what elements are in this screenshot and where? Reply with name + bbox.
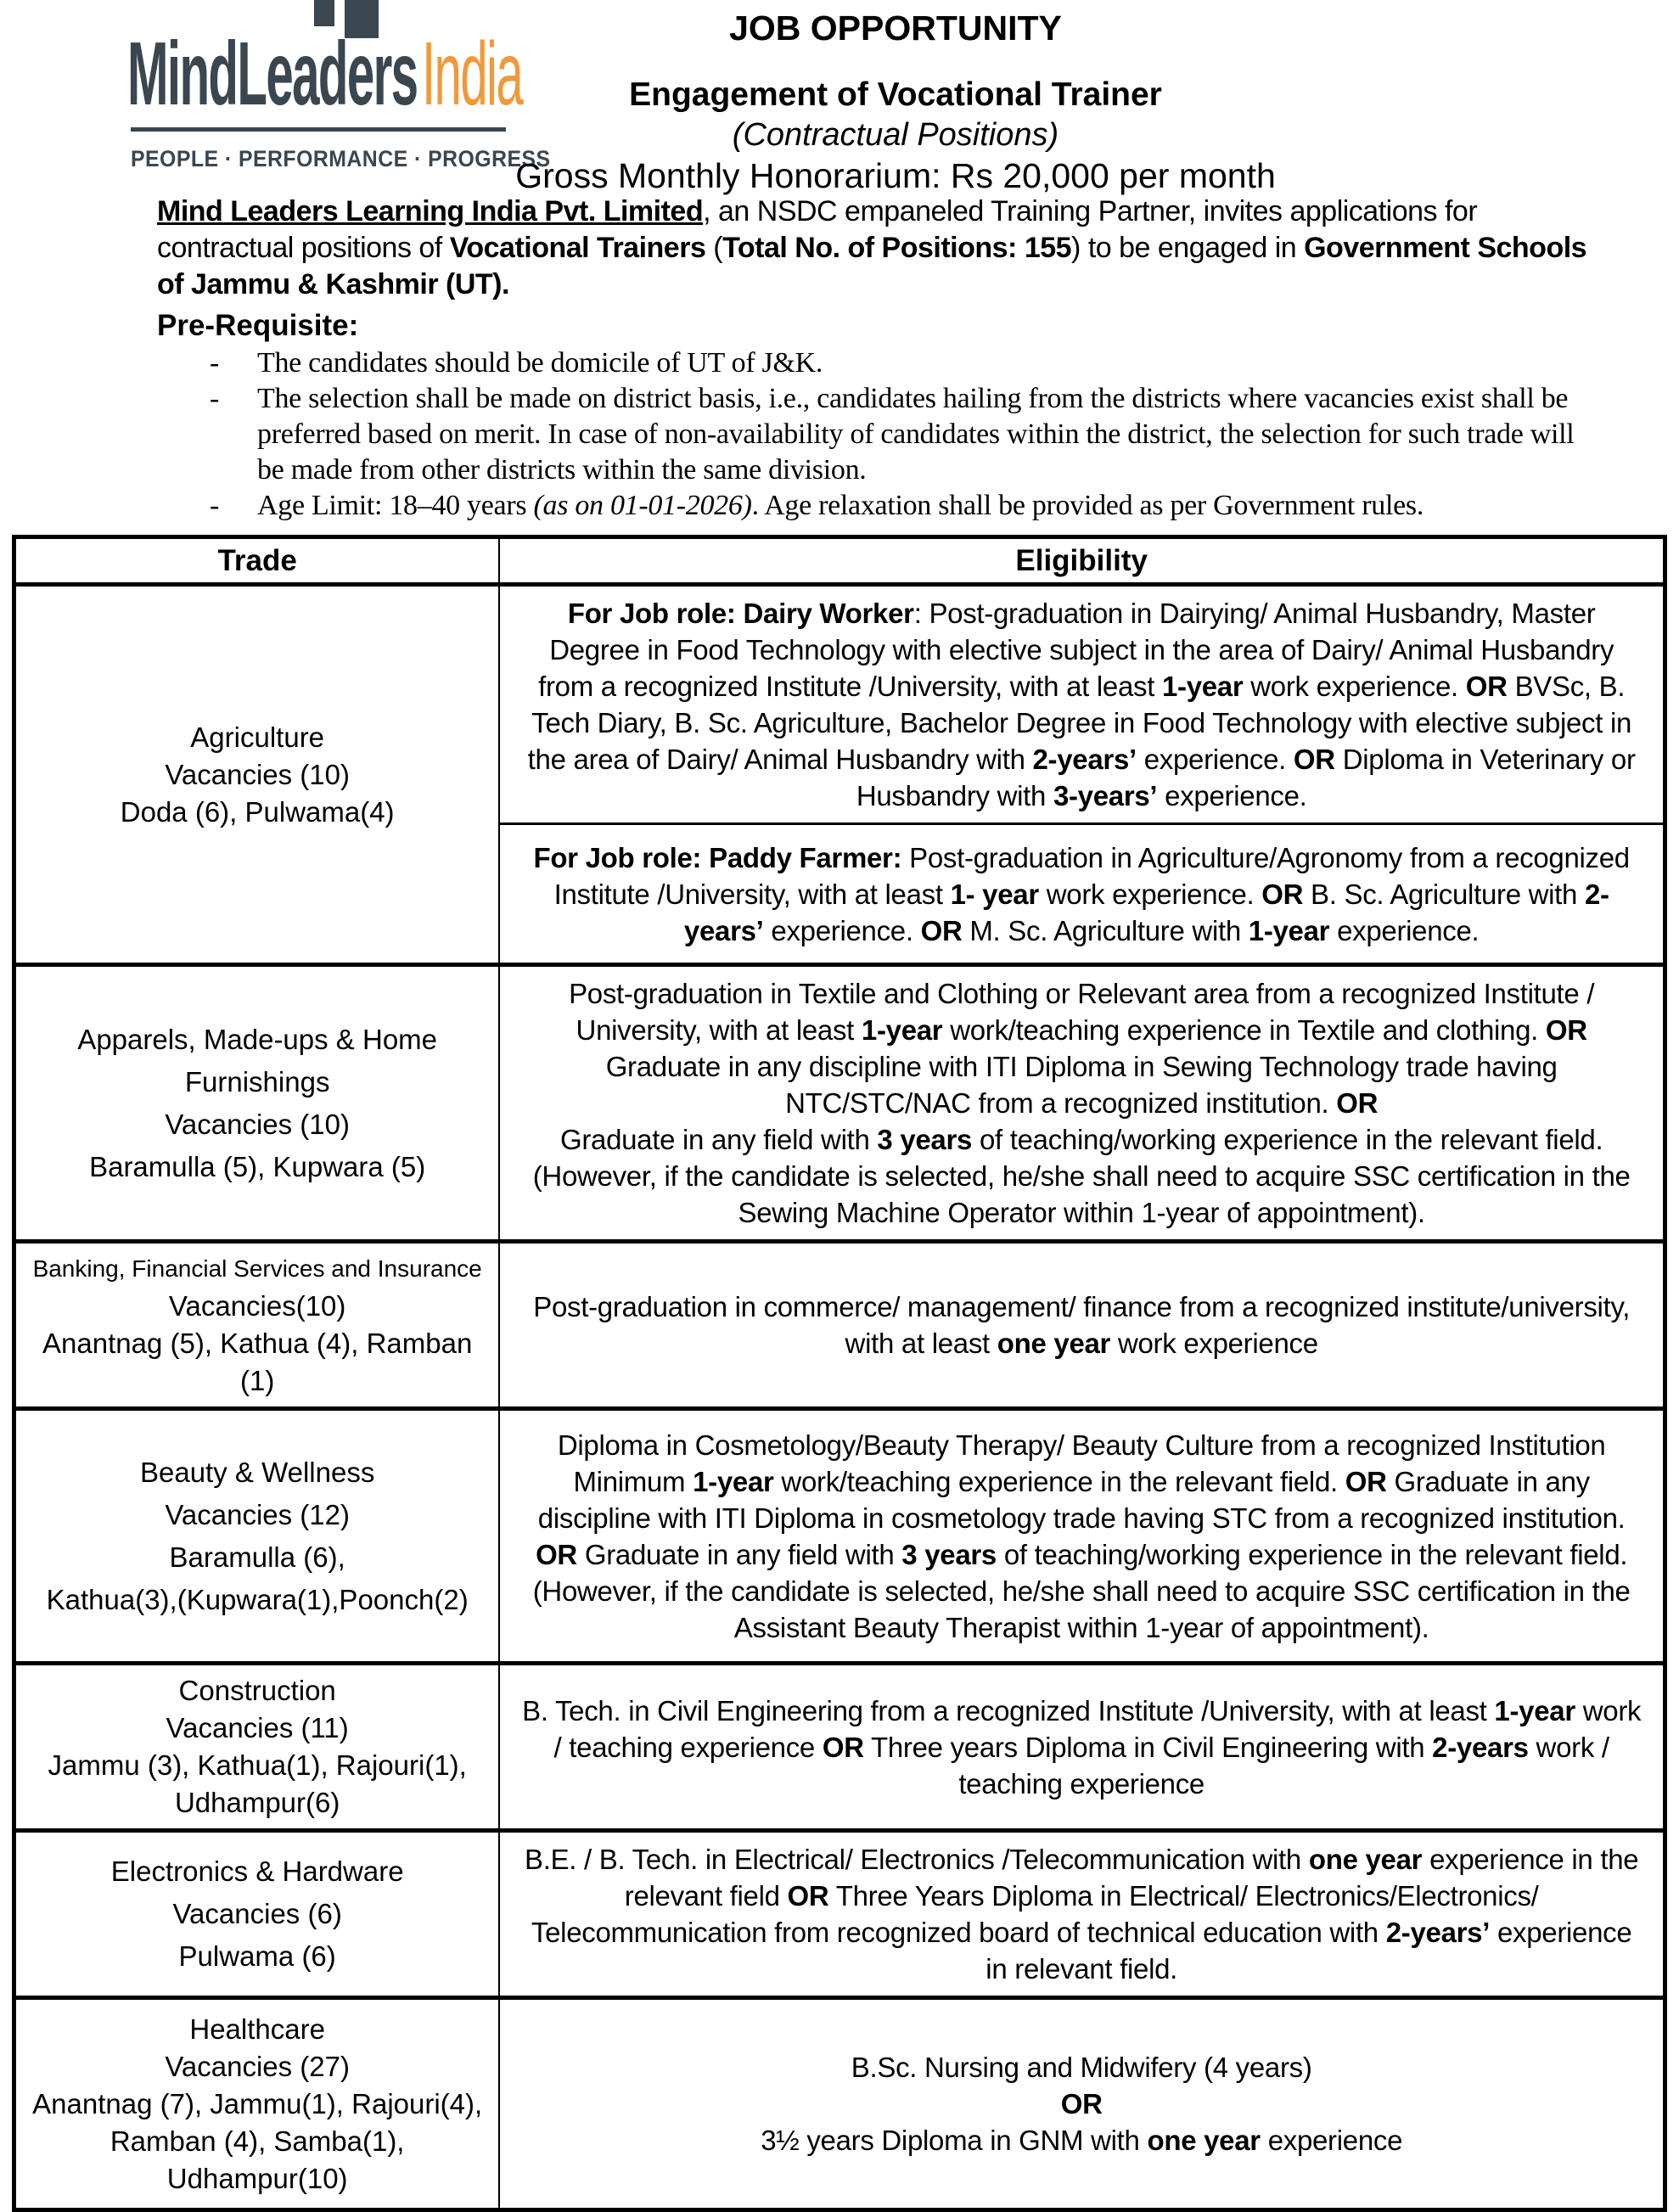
page-subtitle: Engagement of Vocational Trainer: [629, 76, 1162, 113]
eligibility-cell-healthcare: B.Sc. Nursing and Midwifery (4 years) OR 3½ years Diploma in GNM with one year experience: [499, 1998, 1665, 2210]
eligibility-cell-beauty-wellness: Diploma in Cosmetology/Beauty Therapy/ Beauty Culture from a recognized Institution Minimum 1-year work/teaching experience in the relevant field. OR Graduate in any discipline with ITI Diploma in cosmetology trade having STC from a recognized institution. OR Graduate in any field with 3 years of teaching/working experience in the relevant field. (However, if the candidate is selected, he/she shall need to acquire SSC certification in the Assistant Beauty Therapist within 1-year of appointment).: [499, 1409, 1665, 1664]
prerequisite-text: Age Limit: 18–40 years (as on 01-01-2026). Age relaxation shall be provided as per Government rules.: [257, 490, 1424, 521]
trade-cell-construction: Construction Vacancies (11) Jammu (3), Kathua(1), Rajouri(1), Udhampur(6): [14, 1664, 500, 1831]
bullet-marker: -: [210, 347, 220, 379]
logo-wordmark-suffix: India: [421, 24, 523, 124]
table-row: [14, 965, 1665, 1242]
body-text-block: [157, 194, 1593, 524]
column-header-trade: Trade: [14, 537, 500, 585]
prerequisite-item: [210, 381, 1593, 488]
logo-tagline: PEOPLE · PERFORMANCE · PROGRESS: [131, 146, 551, 171]
prerequisite-text: The candidates should be domicile of UT of J&K.: [257, 347, 823, 379]
trade-cell-banking: Banking, Financial Services and Insurance Vacancies(10) Anantnag (5), Kathua (4), Ramban (1): [14, 1242, 500, 1409]
document-header: [357, 0, 1435, 199]
eligibility-table: [12, 535, 1667, 2212]
eligibility-cell-paddy-farmer: For Job role: Paddy Farmer: Post-graduation in Agriculture/Agronomy from a recognized Institute /University, with at least 1- year work experience. OR B. Sc. Agriculture with 2-years’ experience. OR M. Sc. Agriculture with 1-year experience.: [499, 824, 1665, 965]
eligibility-cell-banking: Post-graduation in commerce/ management/ finance from a recognized institute/university, with at least one year work experience: [499, 1242, 1665, 1409]
trade-cell-apparels: Apparels, Made-ups & Home Furnishings Vacancies (10) Baramulla (5), Kupwara (5): [14, 965, 500, 1242]
table-row: [14, 1409, 1665, 1664]
bullet-marker: -: [210, 490, 220, 521]
honorarium-line: Gross Monthly Honorarium: Rs 20,000 per month: [515, 156, 1276, 195]
logo-bar-icon: [314, 0, 334, 26]
table-row: [14, 1998, 1665, 2210]
eligibility-cell-electronics-hardware: B.E. / B. Tech. in Electrical/ Electronics /Telecommunication with one year experience in the relevant field OR Three Years Diploma in Electrical/ Electronics/Electronics/ Telecommunication from recognized board of technical education with 2-years’ experience in relevant field.: [499, 1831, 1665, 1998]
eligibility-cell-dairy-worker: For Job role: Dairy Worker: Post-graduation in Dairying/ Animal Husbandry, Master Degree in Food Technology with elective subject in the area of Dairy/ Animal Husbandry from a recognized Institute /University, with at least 1-year work experience. OR BVSc, B. Tech Diary, B. Sc. Agriculture, Bachelor Degree in Food Technology with elective subject in the area of Dairy/ Animal Husbandry with 2-years’ experience. OR Diploma in Veterinary or Husbandry with 3-years’ experience.: [499, 585, 1665, 824]
prerequisite-item: [210, 488, 1593, 524]
eligibility-cell-construction: B. Tech. in Civil Engineering from a recognized Institute /University, with at least 1-year work / teaching experience OR Three years Diploma in Civil Engineering with 2-years work / teaching experience: [499, 1664, 1665, 1831]
trade-cell-agriculture: Agriculture Vacancies (10) Doda (6), Pulwama(4): [14, 585, 500, 965]
prerequisite-label: Pre-Requisite:: [157, 309, 359, 342]
prerequisite-text: The selection shall be made on district basis, i.e., candidates hailing from the districts where vacancies exist shall be preferred based on merit. In case of non-availability of candidates within the district, the selection for such trade will be made from other districts within the same division.: [257, 383, 1575, 486]
trade-cell-electronics-hardware: Electronics & Hardware Vacancies (6) Pulwama (6): [14, 1831, 500, 1998]
eligibility-cell-apparels: Post-graduation in Textile and Clothing or Relevant area from a recognized Institute / University, with at least 1-year work/teaching experience in Textile and clothing. OR Graduate in any discipline with ITI Diploma in Sewing Technology trade having NTC/STC/NAC from a recognized institution. OR Graduate in any field with 3 years of teaching/working experience in the relevant field. (However, if the candidate is selected, he/she shall need to acquire SSC certification in the Sewing Machine Operator within 1-year of appointment).: [499, 965, 1665, 1242]
prerequisite-list: [157, 345, 1593, 524]
trade-cell-healthcare: Healthcare Vacancies (27) Anantnag (7), Jammu(1), Rajouri(4), Ramban (4), Samba(1), Udhampur(10): [14, 1998, 500, 2210]
prerequisite-item: [210, 345, 1593, 381]
trade-cell-beauty-wellness: Beauty & Wellness Vacancies (12) Baramulla (6), Kathua(3),(Kupwara(1),Poonch(2): [14, 1409, 500, 1664]
column-header-eligibility: Eligibility: [499, 537, 1665, 585]
table-header-row: [14, 537, 1665, 585]
table-row: [14, 1664, 1665, 1831]
intro-paragraph: Mind Leaders Learning India Pvt. Limited, an NSDC empaneled Training Partner, invites applications for contractual positions of Vocational Trainers (Total No. of Positions: 155) to be engaged in Government Schools of Jammu & Kashmir (UT).: [157, 195, 1587, 300]
page-title: JOB OPPORTUNITY: [729, 8, 1062, 48]
bullet-marker: -: [210, 383, 220, 414]
table-row: [14, 1831, 1665, 1998]
contract-note: (Contractual Positions): [732, 117, 1059, 153]
logo-wordmark-main: MindLeaders: [127, 24, 418, 124]
table-row: [14, 1242, 1665, 1409]
table-row: [14, 585, 1665, 824]
